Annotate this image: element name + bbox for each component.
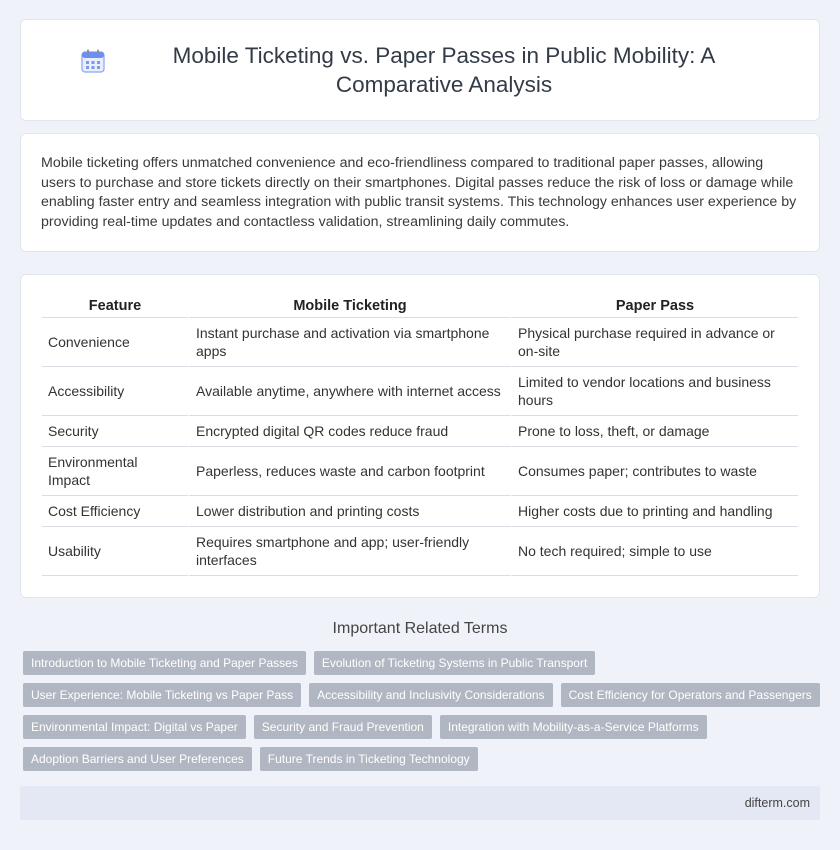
related-terms-list: [23, 651, 823, 779]
related-terms-title: Important Related Terms: [332, 620, 508, 637]
feature-cell: Accessibility: [42, 367, 188, 416]
paper-cell: Physical purchase required in advance or on-site: [510, 318, 798, 367]
table-header-row: [42, 297, 798, 318]
tag-row: [23, 747, 823, 771]
table-row: [42, 318, 798, 367]
header-paper-pass: Paper Pass: [510, 297, 798, 318]
tag-row: [23, 651, 823, 675]
tag-row: [23, 715, 823, 739]
related-term-tag[interactable]: User Experience: Mobile Ticketing vs Paper Pass: [23, 683, 301, 707]
comparison-card: [20, 274, 820, 598]
mobile-cell: Paperless, reduces waste and carbon footprint: [188, 447, 510, 496]
feature-cell: Environmental Impact: [42, 447, 188, 496]
intro-paragraph: Mobile ticketing offers unmatched convenience and eco-friendliness compared to traditional paper passes, allowing users to purchase and store tickets directly on their smartphones. Digital passes reduce the risk of loss or damage while enabling faster entry and seamless integration with public transit systems. This technology enhances user experience by providing real-time updates and contactless validation, streamlining daily commutes.: [41, 155, 797, 230]
feature-cell: Usability: [42, 527, 188, 576]
related-term-tag[interactable]: Future Trends in Ticketing Technology: [260, 747, 478, 771]
feature-cell: Convenience: [42, 318, 188, 367]
tag-row: [23, 683, 823, 707]
related-term-tag[interactable]: Adoption Barriers and User Preferences: [23, 747, 252, 771]
table-row: [42, 527, 798, 576]
header-card: [20, 19, 820, 121]
mobile-cell: Requires smartphone and app; user-friendly interfaces: [188, 527, 510, 576]
paper-cell: Prone to loss, theft, or damage: [510, 416, 798, 447]
calendar-icon: [80, 48, 106, 74]
mobile-cell: Available anytime, anywhere with internet access: [188, 367, 510, 416]
feature-cell: Cost Efficiency: [42, 496, 188, 527]
mobile-cell: Instant purchase and activation via smartphone apps: [188, 318, 510, 367]
table-row: [42, 416, 798, 447]
related-term-tag[interactable]: Environmental Impact: Digital vs Paper: [23, 715, 246, 739]
table-row: [42, 367, 798, 416]
feature-cell: Security: [42, 416, 188, 447]
paper-cell: Higher costs due to printing and handling: [510, 496, 798, 527]
related-term-tag[interactable]: Accessibility and Inclusivity Considerations: [309, 683, 552, 707]
header-feature: Feature: [42, 297, 188, 318]
paper-cell: Consumes paper; contributes to waste: [510, 447, 798, 496]
comparison-table: [42, 297, 798, 576]
related-term-tag[interactable]: Cost Efficiency for Operators and Passengers: [561, 683, 820, 707]
related-term-tag[interactable]: Integration with Mobility-as-a-Service Platforms: [440, 715, 707, 739]
related-term-tag[interactable]: Security and Fraud Prevention: [254, 715, 432, 739]
page-title: Mobile Ticketing vs. Paper Passes in Public Mobility: A Comparative Analysis: [172, 43, 716, 97]
header-mobile-ticketing: Mobile Ticketing: [188, 297, 510, 318]
table-row: [42, 447, 798, 496]
paper-cell: No tech required; simple to use: [510, 527, 798, 576]
related-term-tag[interactable]: Introduction to Mobile Ticketing and Paper Passes: [23, 651, 306, 675]
mobile-cell: Encrypted digital QR codes reduce fraud: [188, 416, 510, 447]
paper-cell: Limited to vendor locations and business hours: [510, 367, 798, 416]
footer: [20, 786, 820, 820]
table-row: [42, 496, 798, 527]
footer-brand[interactable]: difterm.com: [744, 796, 810, 810]
intro-card: [20, 133, 820, 252]
related-term-tag[interactable]: Evolution of Ticketing Systems in Public Transport: [314, 651, 595, 675]
mobile-cell: Lower distribution and printing costs: [188, 496, 510, 527]
